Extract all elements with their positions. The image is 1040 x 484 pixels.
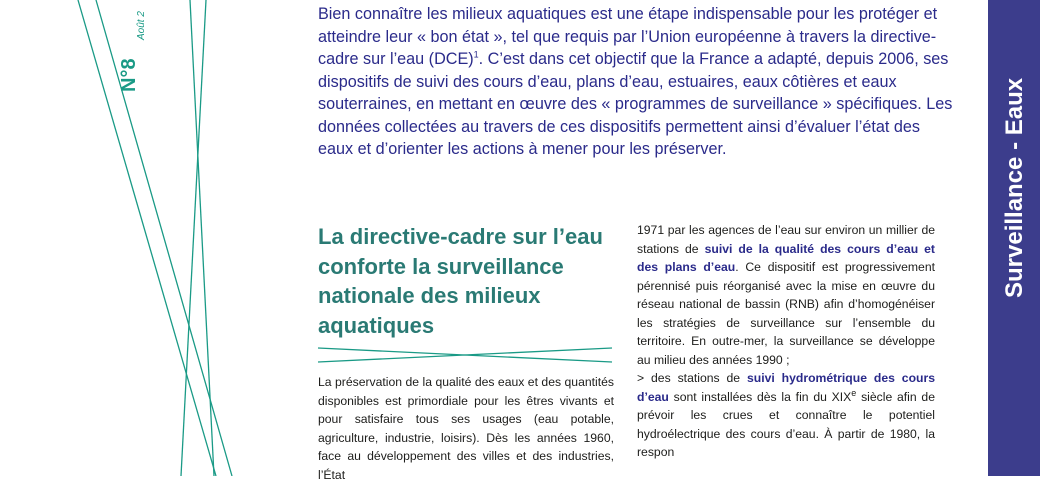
col2-text: sont installées dès la fin du XIX — [668, 389, 852, 404]
col1-paragraph: La préservation de la qualité des eaux et des quantités disponibles est primordiale pour les êtres vivants et pour satisfaire tous ses usages (eau potable, agriculture, industrie, loisirs). Dès les années 1960, face au développement des villes et des industries, l’État — [318, 375, 614, 482]
col2-text: . Ce dispositif est progressivement pérennisé puis réorganisé avec la mise en œuvre du réseau national de bassin (RNB) afin d’homogénéiser les stratégies de surveillance sur l’ensemble du territoire. En outre-mer, la surveillance se développe au milieu des années 1990 ; — [637, 260, 935, 367]
intro-text-cont: . C’est dans cet objectif que la France a adapté, depuis 2006, ses dispositifs de suivi des cours d’eau, plans d’eau, estuaires, eaux côtières et eaux souterraines, en mettant en œuvre des « programmes de surveillance » spécifiques. Les données collectées au travers de ces dispositifs permettent ainsi d’évaluer l’état des eaux et d’orienter les actions à mener pour les préserver. — [318, 50, 953, 158]
col2-paragraph-1 — [637, 221, 935, 369]
section-heading: La directive-cadre sur l’eau conforte la surveillance nationale des milieux aquatiques — [318, 224, 603, 338]
footnote-ref: 1 — [473, 49, 479, 60]
col2-emphasis: suivi de la qualité des cours d’eau et des plans d’eau — [637, 241, 935, 274]
text-column-left — [318, 373, 614, 484]
col2-text: > des stations de — [637, 371, 747, 385]
col2-text: siècle afin de prévoir les crues et connaître le potentiel hydroélectrique des cours d’eau. À partir de 1980, la respon — [637, 389, 935, 459]
century-sup: e — [851, 387, 857, 398]
side-banner-title: Surveillance - Eaux — [1001, 77, 1028, 298]
intro-paragraph — [318, 3, 958, 161]
issue-number: N°8 — [118, 58, 140, 92]
intro-text: Bien connaître les milieux aquatiques est une étape indispensable pour les protéger et atteindre leur « bon état », tel que requis par l’Union européenne à travers la directive-cadre sur l’eau (DCE) — [318, 5, 938, 68]
issue-date: Août 2 — [136, 11, 147, 40]
col2-emphasis: suivi hydrométrique des cours d’eau — [637, 371, 935, 404]
col2-paragraph-2 — [637, 369, 935, 462]
side-banner — [988, 0, 1040, 476]
text-column-right — [637, 221, 935, 462]
issue-label — [108, 0, 148, 100]
col2-text: 1971 par les agences de l’eau sur environ un millier de stations de — [637, 223, 935, 256]
